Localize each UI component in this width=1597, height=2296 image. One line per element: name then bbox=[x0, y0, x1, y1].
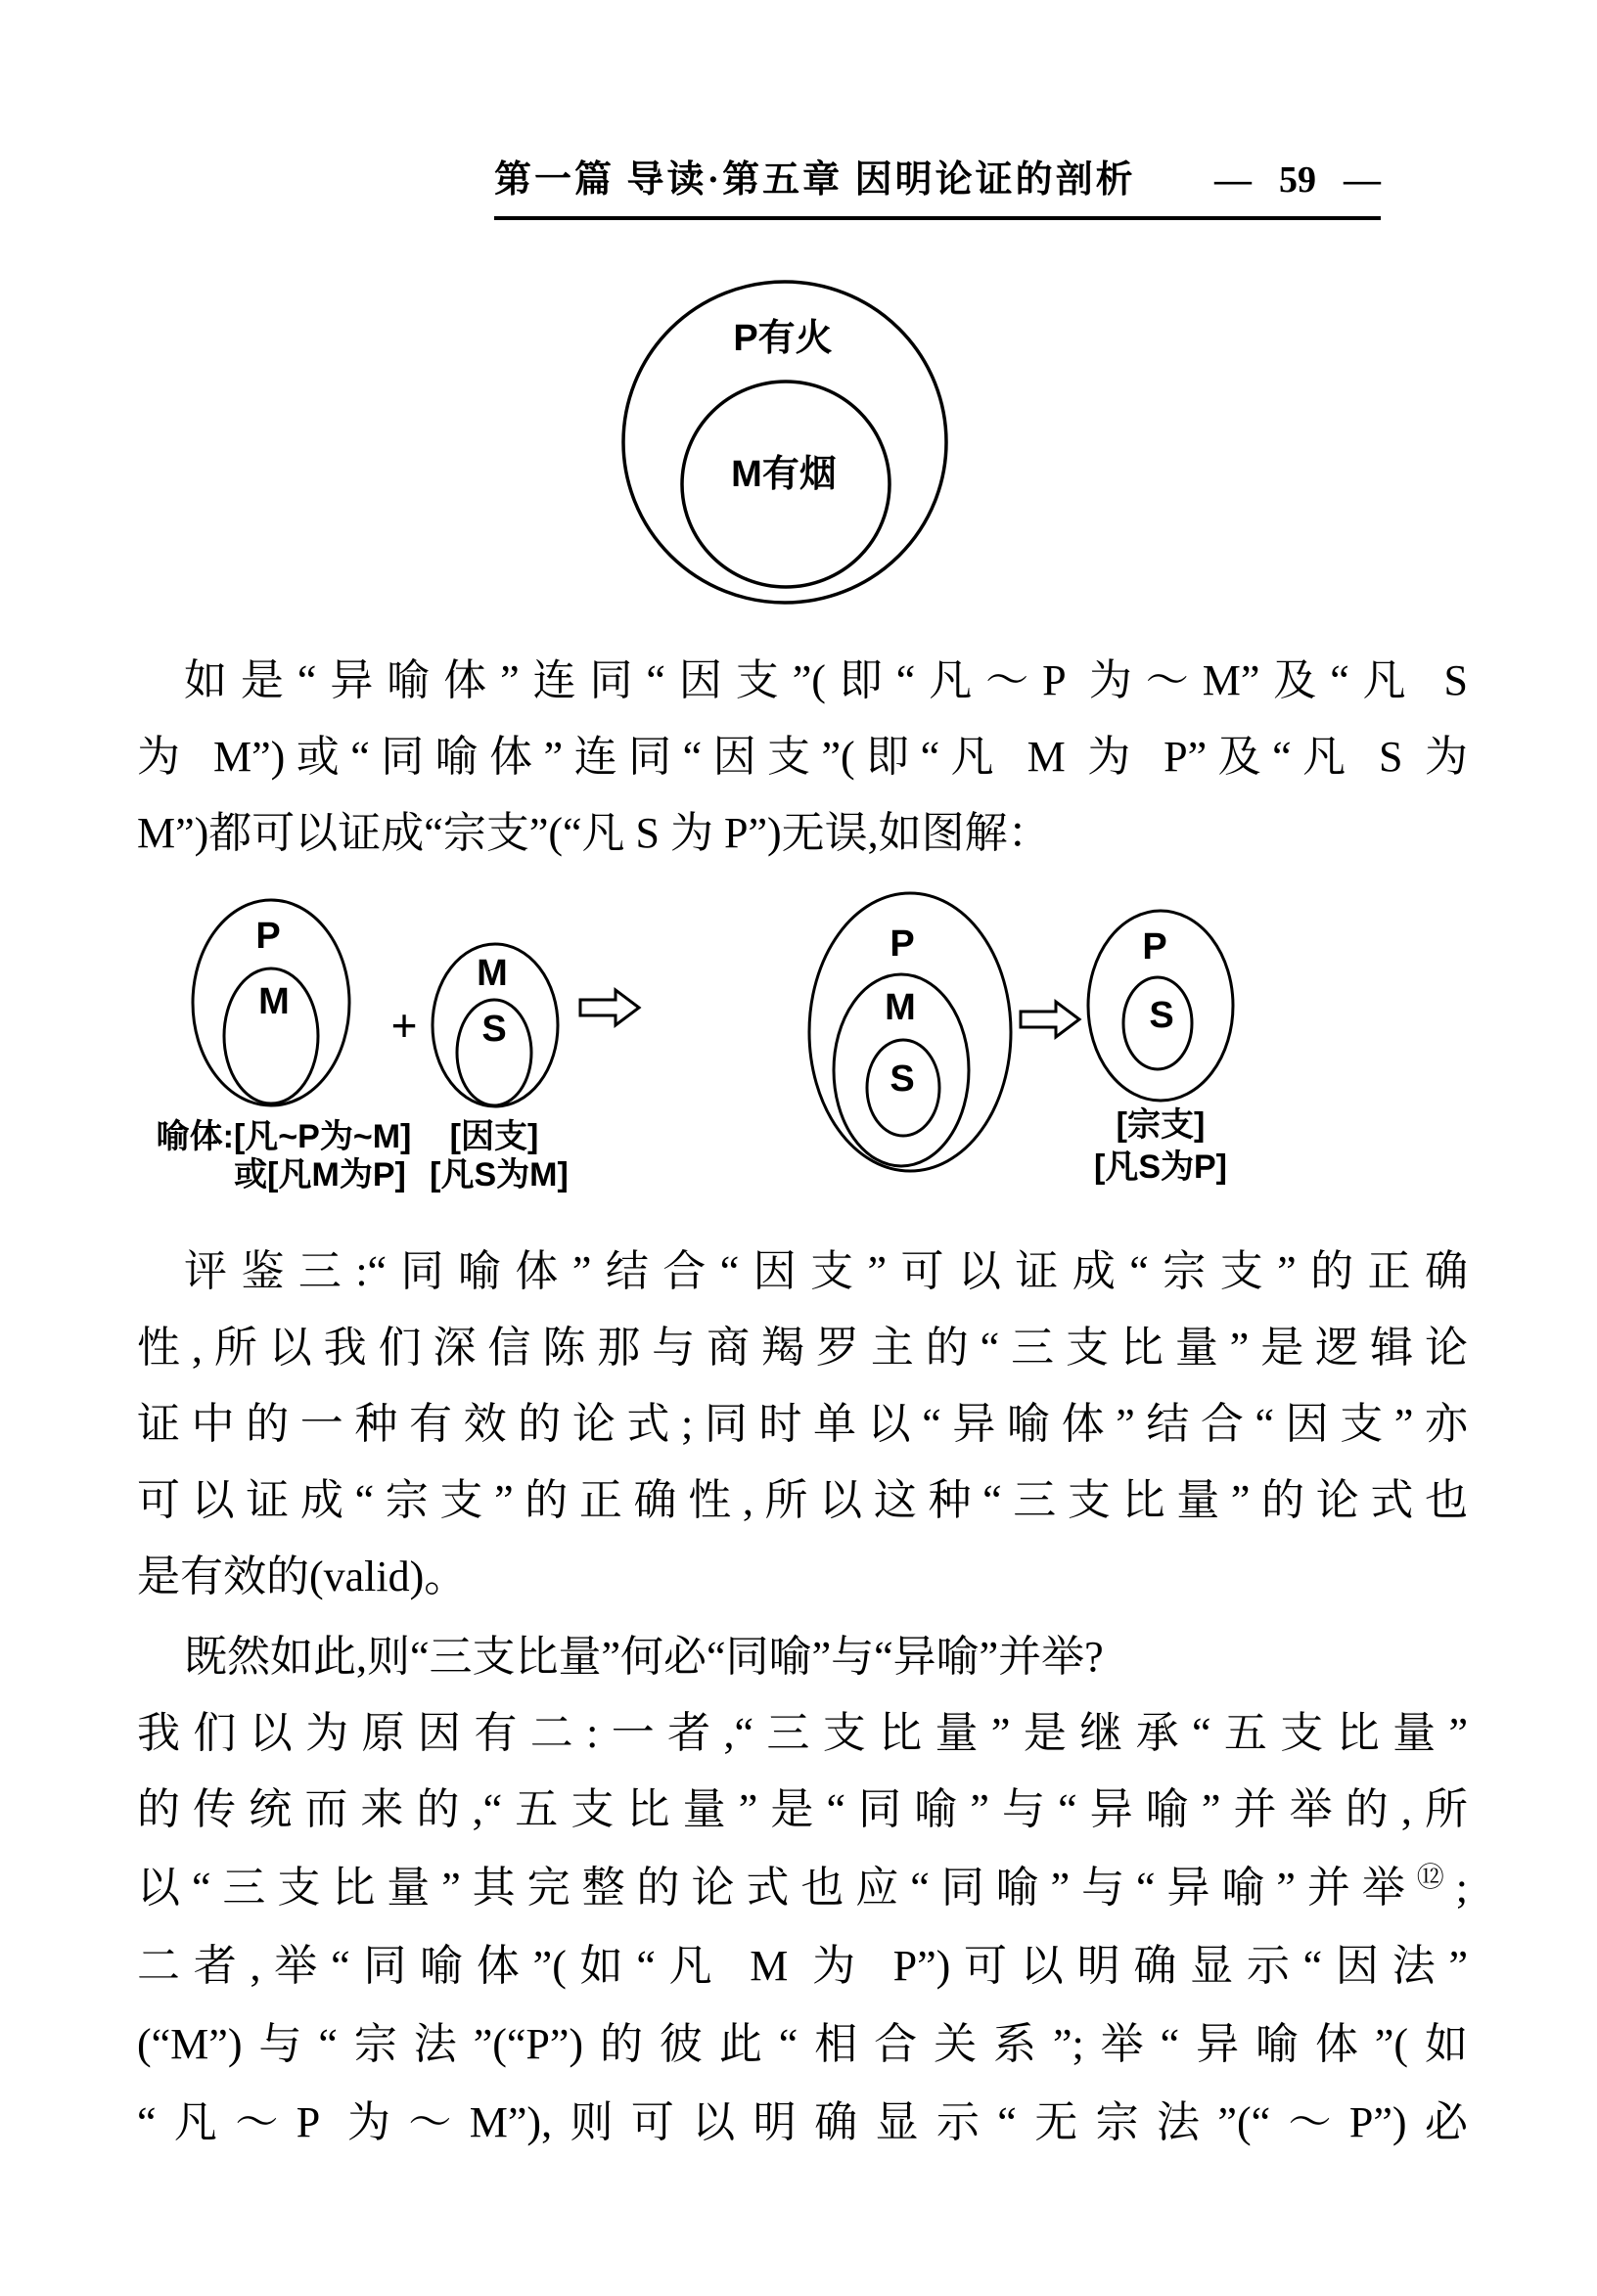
diagram-group-merged bbox=[809, 893, 1011, 1171]
yinzhi-caption-1: [因支] bbox=[449, 1118, 539, 1155]
venn-diagram-fire-smoke bbox=[587, 262, 998, 626]
dash-left: — bbox=[1214, 159, 1252, 201]
merged-inner-label: S bbox=[890, 1058, 915, 1100]
zongzhi-outer-label: P bbox=[1142, 926, 1167, 968]
page-number-group bbox=[1214, 158, 1381, 202]
syllogism-diagram bbox=[127, 888, 1478, 1193]
body-line bbox=[137, 1861, 1468, 1914]
body-line: 可以证成“宗支”的正确性,所以这种“三支比量”的论式也 bbox=[137, 1476, 1468, 1524]
diagram-group-yinzhi bbox=[430, 944, 569, 1193]
page-header bbox=[494, 149, 1381, 220]
diagram-group-yuti bbox=[157, 900, 412, 1193]
body-line: 证中的一种有效的论式;同时单以“异喻体”结合“因支”亦 bbox=[137, 1400, 1468, 1448]
body-line: 我们以为原因有二:一者,“三支比量”是继承“五支比量” bbox=[137, 1709, 1468, 1757]
dash-right: — bbox=[1344, 159, 1381, 201]
body-line: M”)都可以证成“宗支”(“凡 S 为 P”)无误,如图解： bbox=[137, 809, 1051, 857]
chapter-title: 第一篇 导读·第五章 因明论证的剖析 bbox=[494, 159, 1136, 201]
yinzhi-caption-2: [凡S为M] bbox=[430, 1156, 569, 1193]
merged-outer-label: P bbox=[890, 923, 915, 965]
body-line: 是有效的(valid)。 bbox=[137, 1553, 468, 1600]
body-line: 二者,举“同喻体”(如“凡 M 为 P”)可以明确显示“因法” bbox=[137, 1942, 1468, 1990]
venn-outer-label: P有火 bbox=[733, 318, 833, 359]
zongzhi-inner-label: S bbox=[1149, 995, 1174, 1036]
line-text: 以“三支比量”其完整的论式也应“同喻”与“异喻”并举 bbox=[137, 1864, 1417, 1912]
yinzhi-inner-label: S bbox=[481, 1009, 507, 1050]
body-line: 评鉴三:“同喻体”结合“因支”可以证成“宗支”的正确 bbox=[184, 1247, 1468, 1295]
venn-inner-label: M有烟 bbox=[731, 454, 837, 495]
footnote-marker: ⑫ bbox=[1416, 1863, 1456, 1893]
body-line: 如是“异喻体”连同“因支”(即“凡～P 为～M”及“凡 S bbox=[184, 656, 1468, 704]
body-line: 既然如此,则“三支比量”何必“同喻”与“异喻”并举? bbox=[184, 1633, 1104, 1681]
plus-sign: + bbox=[390, 1000, 418, 1051]
yuti-caption-2: 或[凡M为P] bbox=[234, 1156, 406, 1193]
body-line: (“M”)与“宗法”(“P”)的彼此“相合关系”;举“异喻体”(如 bbox=[137, 2020, 1468, 2068]
page-number: 59 bbox=[1279, 159, 1316, 201]
body-line: 性,所以我们深信陈那与商羯罗主的“三支比量”是逻辑论 bbox=[137, 1324, 1468, 1372]
yuti-caption-1: 喻体:[凡~P为~M] bbox=[156, 1118, 412, 1155]
body-line: 的传统而来的,“五支比量”是“同喻”与“异喻”并举的,所 bbox=[137, 1785, 1468, 1833]
yuti-outer-label: P bbox=[255, 916, 281, 957]
diagram-group-zongzhi bbox=[1088, 911, 1233, 1186]
body-line: “凡～P 为～M”),则可以明确显示“无宗法”(“～P”)必 bbox=[137, 2098, 1468, 2146]
arrow-right-icon bbox=[580, 990, 639, 1025]
arrow-right-icon bbox=[1021, 1002, 1079, 1037]
yinzhi-outer-label: M bbox=[477, 953, 508, 994]
zongzhi-caption-2: [凡S为P] bbox=[1094, 1148, 1227, 1186]
zongzhi-caption-1: [宗支] bbox=[1116, 1106, 1206, 1144]
line-text: ; bbox=[1455, 1864, 1468, 1912]
yuti-inner-label: M bbox=[258, 981, 290, 1022]
body-line: 为 M”)或“同喻体”连同“因支”(即“凡 M 为 P”及“凡 S 为 bbox=[137, 733, 1468, 781]
merged-middle-label: M bbox=[885, 987, 916, 1028]
